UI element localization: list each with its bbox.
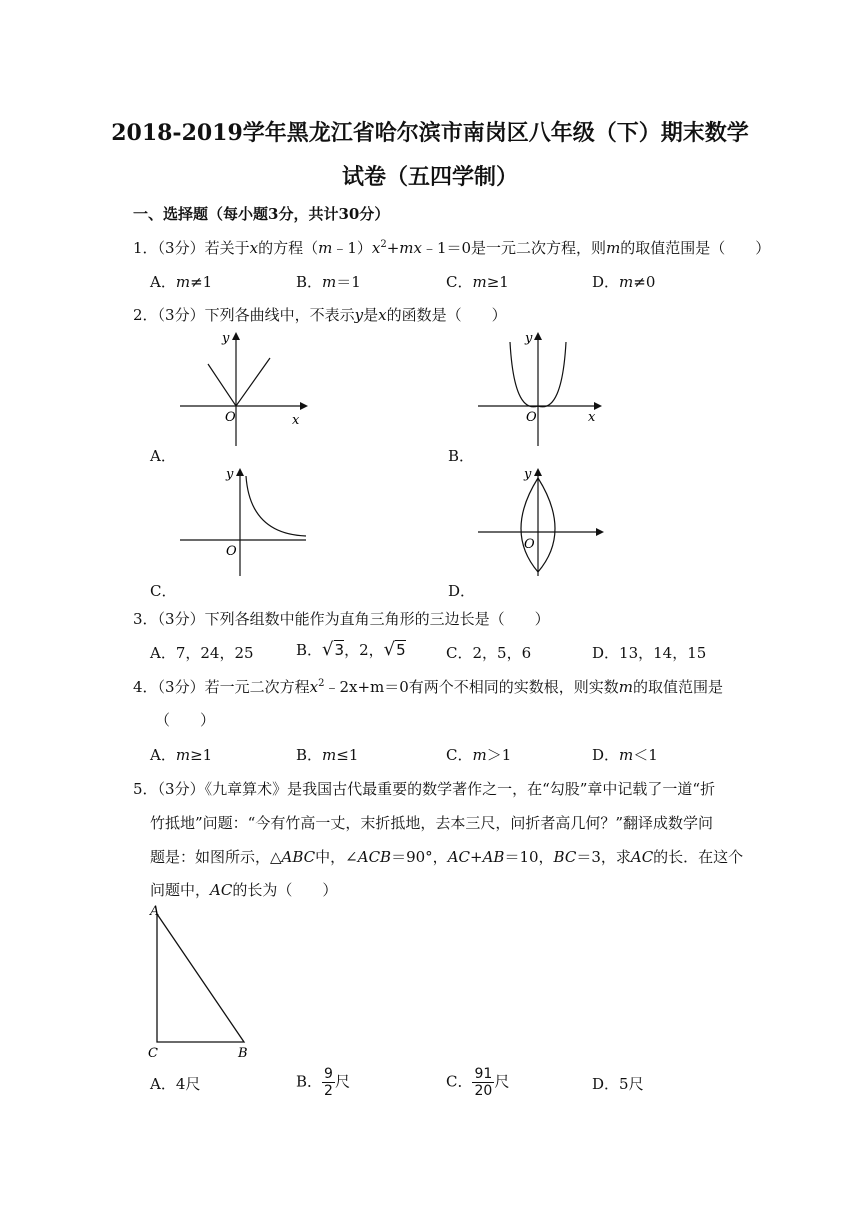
var-m: m: [175, 273, 191, 291]
sqrt-icon: √: [322, 639, 334, 660]
graph-d: [470, 460, 615, 578]
vertex-label-c: C: [148, 1046, 158, 1061]
option-label: C．: [446, 1072, 473, 1091]
q5-text: 问题中，: [150, 881, 211, 899]
q1-text: （3分）若关于: [157, 239, 250, 257]
q4-option-c: [446, 744, 511, 765]
var-x: x: [309, 678, 319, 696]
curve-abs: [208, 358, 270, 406]
q2-label-d: D．: [448, 582, 476, 600]
q5-text: ＝3，求: [576, 848, 631, 866]
option-text: 7，24，25: [175, 644, 254, 662]
graph-a: [170, 328, 315, 446]
var-m: m: [322, 273, 337, 291]
q2-text: 的函数是（ ）: [386, 306, 507, 324]
origin-label: O: [524, 537, 535, 552]
unit: 尺: [334, 1072, 350, 1091]
var-m: m: [606, 239, 621, 257]
fraction: [322, 1066, 335, 1099]
var-ac: AC: [447, 848, 470, 866]
q4-blank: （ ）: [155, 711, 216, 729]
q1-option-b: [296, 271, 361, 292]
option-label: C．: [446, 644, 473, 662]
q3-text: （3分）下列各组数中能作为直角三角形的三边长是（ ）: [157, 610, 550, 628]
q3-option-b: [296, 639, 406, 660]
option-text: 4尺: [175, 1075, 201, 1093]
graph-c: [170, 460, 315, 578]
q5-text: ＝10，: [504, 848, 554, 866]
option-label: C．: [446, 746, 473, 764]
option-label: B．: [296, 746, 323, 764]
question-2: [133, 304, 507, 325]
origin-label: O: [226, 544, 237, 559]
q2-label-b: B．: [448, 447, 475, 465]
q1-option-a: [150, 271, 212, 292]
curve-hyperbola: [246, 476, 306, 536]
axis-label-x: x: [292, 413, 300, 428]
option-label: D．: [592, 644, 620, 662]
doc-title-line1: 2018-2019学年黑龙江省哈尔滨市南岗区八年级（下）期末数学: [111, 120, 749, 146]
q2-text: （3分）下列各曲线中，不表示: [157, 306, 355, 324]
q4-option-a: [150, 744, 212, 765]
var-m: m: [318, 239, 333, 257]
var-bc: BC: [553, 848, 577, 866]
q5-option-d: [592, 1073, 644, 1094]
var-x: x: [378, 306, 387, 324]
option-label: A．: [150, 746, 176, 764]
q5-option-b: [296, 1066, 350, 1099]
q5-text: ＝90°，: [391, 848, 448, 866]
radicand: 5: [396, 641, 406, 659]
origin-label: O: [526, 410, 537, 425]
var-abc: ABC: [281, 848, 316, 866]
q1-text: ﹣1＝0是一元二次方程，则: [421, 239, 607, 257]
axis-label-y: y: [525, 331, 533, 346]
numerator: 9: [324, 1066, 333, 1082]
axis-label-y: y: [524, 467, 532, 482]
q5-option-c: [446, 1066, 509, 1099]
option-text: ≤1: [336, 746, 359, 764]
x-axis-arrow-icon: [596, 528, 604, 536]
option-text: ≠0: [633, 273, 656, 291]
q4-text: 的取值范围是: [633, 678, 724, 696]
question-5-line1: [133, 778, 715, 799]
question-number: 1．: [133, 239, 158, 257]
q2-label-a: A．: [150, 447, 176, 465]
option-text: ≠1: [190, 273, 213, 291]
option-text: 5尺: [619, 1075, 644, 1093]
question-number: 2．: [133, 306, 158, 324]
q1-option-d: [592, 271, 655, 292]
var-m: m: [619, 273, 634, 291]
option-label: C．: [446, 273, 473, 291]
y-axis-arrow-icon: [534, 332, 542, 340]
var-acb: ACB: [357, 848, 392, 866]
var-mx: mx: [399, 239, 422, 257]
q4-option-d: [592, 744, 658, 765]
option-label: B．: [296, 273, 323, 291]
var-x: x: [371, 239, 381, 257]
option-text: 13，14，15: [619, 644, 707, 662]
q5-text: 中，∠: [315, 848, 358, 866]
triangle-figure: [140, 900, 270, 1062]
question-number: 4．: [133, 678, 158, 696]
exponent: 2: [380, 239, 387, 250]
q5-text: 的长．在这个: [653, 848, 744, 866]
var-x: x: [249, 239, 259, 257]
var-ac: AC: [210, 881, 233, 899]
radicand: 3: [334, 641, 345, 659]
vertex-label-b: B: [238, 1046, 248, 1061]
triangle-abc: [157, 914, 244, 1042]
var-ac: AC: [630, 848, 654, 866]
var-m: m: [618, 678, 634, 696]
q4-option-b: [296, 744, 358, 765]
x-axis-arrow-icon: [300, 402, 308, 410]
q5-text: （3分）《九章算术》是我国古代最重要的数学著作之一，在“勾股”章中记载了一道“折: [157, 780, 716, 798]
unit: 尺: [494, 1072, 510, 1091]
origin-label: O: [225, 410, 236, 425]
q1-text: 的方程（: [258, 239, 319, 257]
y-axis-arrow-icon: [232, 332, 240, 340]
option-text: ＜1: [633, 746, 658, 764]
var-m: m: [472, 746, 487, 764]
option-label: A．: [150, 1075, 176, 1093]
doc-title-line2: 试卷（五四学制）: [341, 164, 518, 190]
option-label: D．: [592, 746, 620, 764]
var-m: m: [175, 746, 191, 764]
question-5-line3: [150, 846, 743, 867]
sqrt-icon: √: [383, 639, 396, 660]
var-m: m: [322, 746, 337, 764]
option-label: B．: [296, 1072, 323, 1091]
q1-text: 的取值范围是（ ）: [620, 239, 771, 257]
question-number: 3．: [133, 610, 158, 628]
option-label: D．: [592, 1075, 620, 1093]
q3-option-a: [150, 642, 254, 663]
q5-option-a: [150, 1073, 200, 1094]
q3-option-d: [592, 642, 706, 663]
option-label: A．: [150, 273, 176, 291]
q1-text: +: [386, 239, 400, 257]
option-text: 2，5，6: [472, 644, 532, 662]
q5-text: 的长为（ ）: [232, 881, 338, 899]
axis-label-y: y: [222, 331, 230, 346]
x-axis-arrow-icon: [594, 402, 602, 410]
option-text: ＝1: [336, 273, 361, 291]
var-ab: AB: [482, 848, 505, 866]
option-text: ，2，: [344, 641, 384, 659]
question-number: 5．: [133, 780, 158, 798]
question-4: [133, 676, 723, 697]
var-m: m: [472, 273, 487, 291]
option-text: ≥1: [190, 746, 213, 764]
q4-text: （3分）若一元二次方程: [157, 678, 310, 696]
q2-label-c: C．: [150, 582, 177, 600]
y-axis-arrow-icon: [534, 468, 542, 476]
option-text: ＞1: [486, 746, 512, 764]
question-5-line4: [150, 879, 337, 900]
numerator: 91: [474, 1066, 493, 1082]
option-label: A．: [150, 644, 176, 662]
q1-text: ﹣1）: [332, 239, 372, 257]
q1-option-c: [446, 271, 509, 292]
q3-option-c: [446, 642, 531, 663]
var-y: y: [354, 306, 364, 324]
denominator: 2: [324, 1083, 333, 1099]
graph-b: [470, 328, 615, 446]
denominator: 20: [474, 1083, 493, 1099]
axis-label-x: x: [588, 410, 596, 425]
q5-text: 题是：如图所示，△: [150, 848, 282, 866]
option-text: ≥1: [486, 273, 509, 291]
q5-text: +: [470, 848, 483, 866]
fraction: [472, 1066, 494, 1099]
exponent: 2: [318, 678, 325, 689]
y-axis-arrow-icon: [236, 468, 244, 476]
section-heading: 一、选择题（每小题3分，共计30分）: [133, 205, 390, 223]
var-m: m: [619, 746, 634, 764]
vertex-label-a: A: [150, 904, 160, 919]
question-3: [133, 608, 550, 629]
q2-text: 是: [363, 306, 379, 324]
question-1: [133, 237, 770, 258]
option-label: D．: [592, 273, 620, 291]
question-5-line2: 竹抵地”问题：“今有竹高一丈，末折抵地，去本三尺，问折者高几何？”翻译成数学问: [150, 814, 714, 832]
q4-text: ﹣2x+m＝0有两个不相同的实数根，则实数: [324, 678, 619, 696]
option-label: B．: [296, 641, 323, 659]
axis-label-y: y: [226, 467, 234, 482]
